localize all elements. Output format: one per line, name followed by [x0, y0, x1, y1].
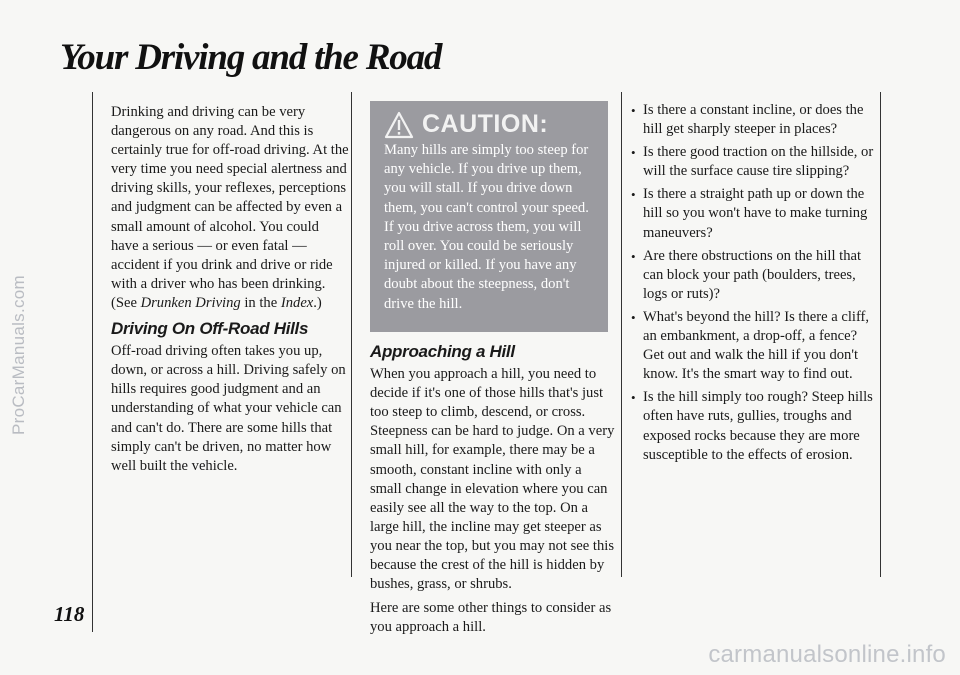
- intro-reference: (See Drunken Driving in the Index.): [111, 294, 322, 311]
- side-watermark-text: ProCarManuals.com: [9, 274, 29, 436]
- things-to-consider-paragraph: Here are some other things to consider as you approach a hill.: [370, 600, 612, 636]
- intro-paragraph: [111, 103, 349, 313]
- caution-heading: [384, 111, 594, 139]
- section-heading-off-road-hills: Driving On Off-Road Hills: [111, 319, 309, 339]
- section-heading-approaching-hill: Approaching a Hill: [370, 342, 515, 361]
- checklist-item: • Is there a straight path up or down the hill so you won't have to make turning maneuvers?: [631, 185, 877, 242]
- reference-index: Index: [280, 294, 314, 311]
- side-watermark: [2, 120, 36, 590]
- column-divider-1: [351, 92, 352, 577]
- bottom-watermark: carmanualsonline.info: [708, 641, 946, 668]
- column-3: [631, 101, 877, 469]
- reference-topic: Drunken Driving: [140, 294, 241, 311]
- column-1: [111, 103, 349, 481]
- intro-text: Drinking and driving can be very dangerous on any road. And this is certainly true for off-road driving. At the very time you need special alertness and driving skills, your reflexes, perceptions and judgment can be affected by even a small amount of alcohol. You could have a serious — or even fatal — accident if you drink and drive or ride with a driver who has been drinking.: [111, 104, 349, 292]
- checklist-item: • What's beyond the hill? Is there a cliff, an embankment, a drop-off, a fence? Get out and walk the hill if you don't know. It's the smart way to find out.: [631, 308, 877, 384]
- warning-triangle-icon: [384, 111, 414, 139]
- right-margin-rule: [880, 92, 881, 577]
- left-margin-rule: [92, 92, 93, 632]
- column-divider-2: [621, 92, 622, 577]
- page-number: 118: [54, 602, 85, 626]
- off-road-hills-paragraph: Off-road driving often takes you up, down, or across a hill. Driving safely on hills requires good judgment and an understanding of what your vehicle can and can't do. There are some hills that simply can't be driven, no matter how well built the vehicle.: [111, 343, 346, 474]
- hill-checklist: [631, 101, 877, 465]
- column-2: [370, 101, 616, 642]
- approaching-hill-paragraph: When you approach a hill, you need to decide if it's one of those hills that's just too steep to climb, descend, or cross. Steepness can be hard to judge. On a very small hill, for example, there may be a smooth, constant incline with only a small change in elevation where you can easily see all the way to the top. On a large hill, the incline may get steeper as you near the top, but you may not see this because the crest of the hill is hidden by bushes, grass, or shrubs.: [370, 366, 615, 593]
- caution-label: CAUTION:: [422, 110, 549, 139]
- caution-text: Many hills are simply too steep for any vehicle. If you drive up them, you will stall. If you drive down them, you can't control your speed. If you drive across them, you will roll over. You could be seriously injured or killed. If you have any doubt about the steepness, don't drive the hill.: [384, 142, 589, 312]
- caution-box: [370, 101, 608, 332]
- checklist-item: • Is there a constant incline, or does the hill get sharply steeper in places?: [631, 101, 877, 139]
- checklist-item: • Is the hill simply too rough? Steep hills often have ruts, gullies, troughs and exposed rocks because they are more susceptible to the effects of erosion.: [631, 388, 877, 464]
- page-title: Your Driving and the Road: [60, 37, 442, 78]
- checklist-item: • Are there obstructions on the hill that can block your path (boulders, trees, logs or ruts)?: [631, 247, 877, 304]
- checklist-item: • Is there good traction on the hillside, or will the surface cause tire slipping?: [631, 143, 877, 181]
